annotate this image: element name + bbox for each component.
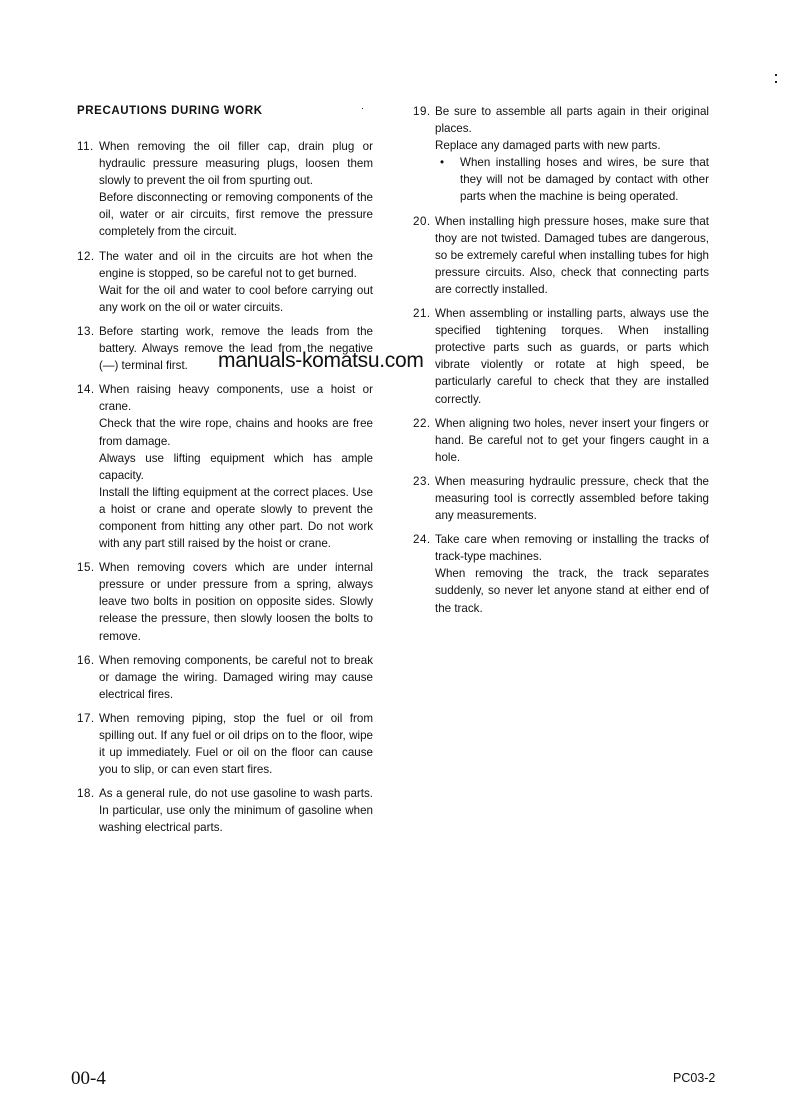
left-column <box>77 138 373 844</box>
item-text: Take care when removing or installing the tracks of track-type machines. <box>435 533 709 564</box>
item-text: When removing the oil filler cap, drain plug or hydraulic pressure measuring plugs, loosen them slowly to prevent the oil from spurting out. <box>99 140 373 188</box>
item-text: Always use lifting equipment which has ample capacity. <box>99 451 373 482</box>
item-text: Before starting work, remove the leads from the battery. Always remove the lead from the negative (—) terminal first. <box>99 324 373 373</box>
item-text: Wait for the oil and water to cool before carrying out any work on the oil or water circuits. <box>99 283 373 314</box>
item-number: 21. <box>413 307 431 321</box>
precaution-item-19 <box>413 103 709 206</box>
bullet-text: When installing hoses and wires, be sure that they will not be damaged by contact with other parts when the machine is being operated. <box>460 156 709 204</box>
item-text: Before disconnecting or removing components of the oil, water or air circuits, first remove the pressure completely from the circuit. <box>99 191 373 239</box>
precaution-item-21 <box>413 305 709 408</box>
item-number: 17. <box>77 711 95 725</box>
item-text: When installing high pressure hoses, make sure that thoy are not twisted. Damaged tubes are dangerous, so be extremely careful when installing tubes for high pressure circuits. Also, check that connecting parts are correctly installed. <box>435 214 709 296</box>
item-text: When aligning two holes, never insert your fingers or hand. Be careful not to get your fingers caught in a hole. <box>435 416 709 464</box>
page-number: 00-4 <box>71 1068 106 1089</box>
item-text: When removing components, be careful not to break or damage the wiring. Damaged wiring may cause electrical fires. <box>99 653 373 701</box>
item-text: As a general rule, do not use gasoline to wash parts. In particular, use only the minimum of gasoline when washing electrical parts. <box>99 787 373 835</box>
precaution-item-22 <box>413 415 709 466</box>
precaution-item-23 <box>413 473 709 524</box>
precaution-item-16 <box>77 652 373 703</box>
item-number: 24. <box>413 533 431 547</box>
item-number: 14. <box>77 383 95 397</box>
item-text: Replace any damaged parts with new parts. <box>435 139 661 153</box>
model-code: PC03-2 <box>673 1071 716 1085</box>
precaution-item-14 <box>77 381 373 552</box>
item-text: When removing covers which are under internal pressure or under pressure from a spring, always leave two bolts in position on opposite sides. Slowly release the pressure, then slowly loosen the bolts to remove. <box>99 561 373 643</box>
item-number: 20. <box>413 214 431 228</box>
precaution-item-15 <box>77 559 373 644</box>
precaution-item-17 <box>77 710 373 778</box>
item-number: 13. <box>77 324 95 338</box>
item-text: When assembling or installing parts, always use the specified tightening torques. When installing protective parts such as guards, or parts which vibrate violently or rotate at high speed, be particularly careful to check that they are installed correctly. <box>435 307 709 406</box>
precaution-item-20 <box>413 213 709 298</box>
item-number: 12. <box>77 249 95 263</box>
item-number: 19. <box>413 105 431 118</box>
item-text: When raising heavy components, use a hoist or crane. <box>99 383 373 414</box>
item-text: Be sure to assemble all parts again in their original places. <box>435 105 709 136</box>
precaution-item-18 <box>77 785 373 836</box>
precaution-item-24 <box>413 531 709 616</box>
item-number: 23. <box>413 474 431 488</box>
item-text: When removing piping, stop the fuel or oil from spilling out. If any fuel or oil drips on to the floor, wipe it up immediately. Fuel or oil on the floor can cause you to slip, or can even start fires. <box>99 711 373 777</box>
section-heading: PRECAUTIONS DURING WORK <box>77 105 263 117</box>
precaution-item-12 <box>77 248 373 316</box>
bullet-icon: • <box>440 156 445 170</box>
item-number: 22. <box>413 416 431 430</box>
scan-speck <box>775 81 777 83</box>
precaution-item-11 <box>77 138 373 241</box>
scan-speck <box>362 108 363 109</box>
bullet-note <box>435 154 709 205</box>
watermark: manuals-komatsu.com <box>218 349 424 372</box>
item-number: 15. <box>77 561 95 575</box>
scan-speck <box>775 74 777 76</box>
item-number: 11. <box>77 140 94 153</box>
right-column <box>413 103 709 624</box>
item-text: Check that the wire rope, chains and hooks are free from damage. <box>99 417 373 448</box>
item-text: When removing the track, the track separates suddenly, so never let anyone stand at either end of the track. <box>435 567 709 615</box>
item-number: 16. <box>77 653 95 667</box>
item-text: When measuring hydraulic pressure, check that the measuring tool is correctly assembled before taking any measurements. <box>435 474 709 523</box>
item-number: 18. <box>77 787 95 801</box>
item-text: Install the lifting equipment at the correct places. Use a hoist or crane and operate slowly to prevent the component from hitting any other part. Do not work with any part still raised by the hoist or crane. <box>99 485 373 551</box>
item-text: The water and oil in the circuits are hot when the engine is stopped, so be careful not to get burned. <box>99 249 373 280</box>
